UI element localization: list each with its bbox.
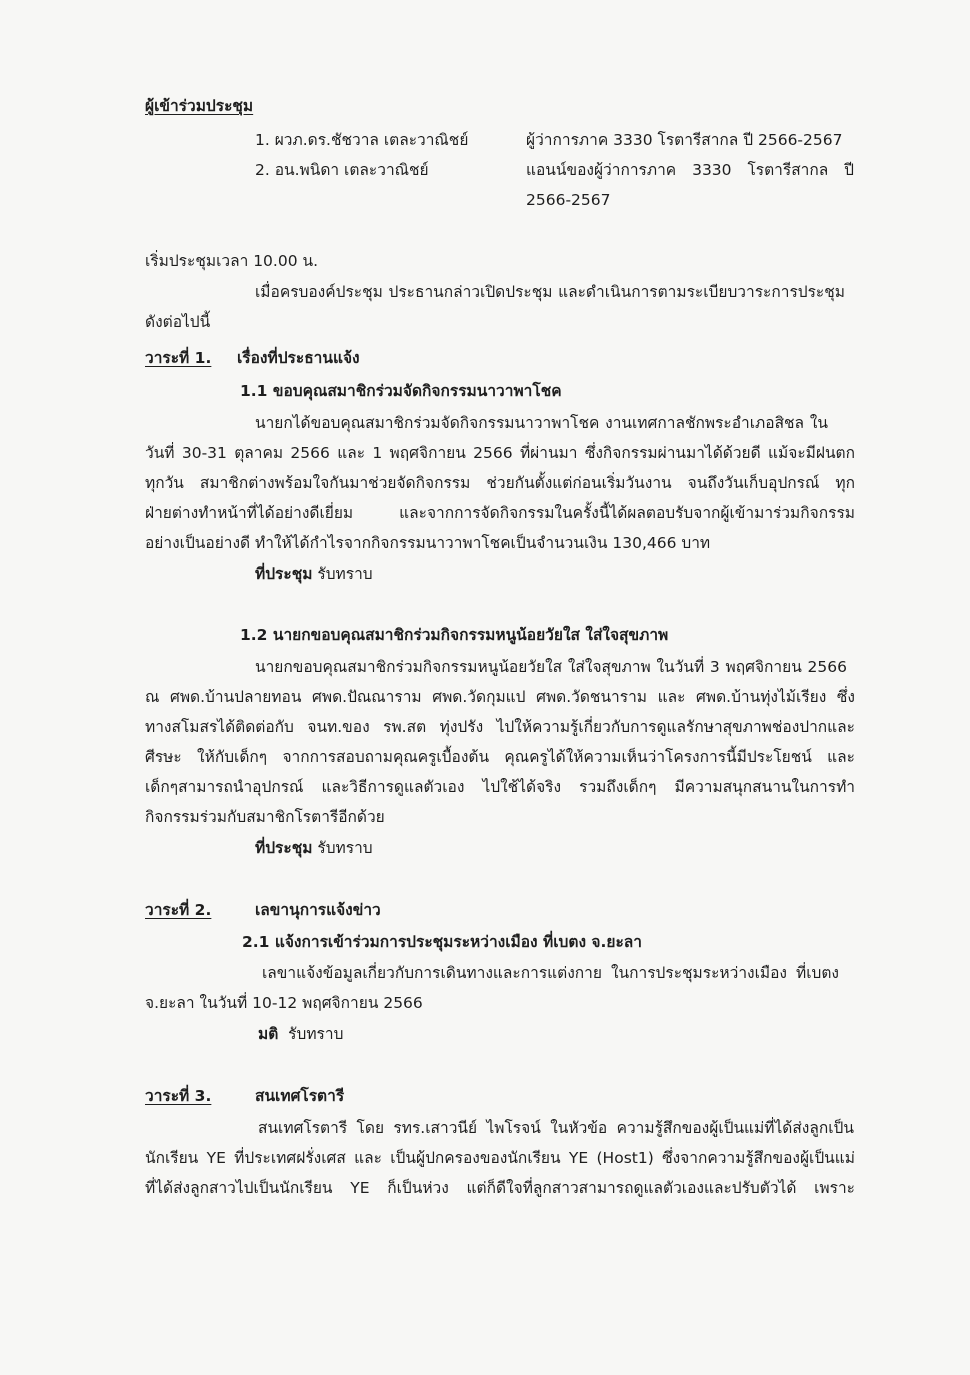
agenda-1-1-heading: 1.1 ขอบคุณสมาชิกร่วมจัดกิจกรรมนาวาพาโชค: [240, 382, 562, 400]
agenda-3-line: นักเรียน YE ที่ประเทศฝรั่งเศส และ เป็นผู้ปกครองของนักเรียน YE (Host1) ซึ่งจากความรู้สึกของผู้เป็นแม่: [145, 1149, 855, 1167]
agenda-1-1-line: วันที่ 30-31 ตุลาคม 2566 และ 1 พฤศจิกายน 2566 ที่ผ่านมา ซึ่งกิจกรรมผ่านมาได้ด้วยดี แม้จะมีฝนตก: [145, 444, 855, 462]
agenda-1-2-resolution: [255, 838, 373, 858]
resolution-text: รับทราบ: [288, 1025, 344, 1043]
agenda-1-1-line: อย่างเป็นอย่างดี ทำให้ได้กำไรจากกิจกรรมนาวาพาโชคเป็นจำนวนเงิน 130,466 บาท: [145, 534, 711, 552]
resolution-text: รับทราบ: [317, 565, 373, 583]
agenda-2-title: เลขานุการแจ้งข่าว: [255, 901, 381, 919]
attendees-heading: ผู้เข้าร่วมประชุม: [145, 97, 254, 115]
agenda-3-label: วาระที่ 3.: [145, 1087, 212, 1105]
agenda-2-label: วาระที่ 2.: [145, 901, 212, 919]
agenda-3-line: ที่ได้ส่งลูกสาวไปเป็นนักเรียน YE ก็เป็นห่วง แต่ก็ดีใจที่ลูกสาวสามารถดูแลตัวเองและปรับตัวได้ เพราะ: [145, 1179, 855, 1197]
resolution-label: มติ: [258, 1025, 279, 1043]
opening-intro-line-2: ดังต่อไปนี้: [145, 313, 211, 331]
attendee-role-1: ผู้ว่าการภาค 3330 โรตารีสากล ปี 2566-2567: [526, 131, 843, 149]
agenda-2-1-line: เลขาแจ้งข้อมูลเกี่ยวกับการเดินทางและการแต่งกาย ในการประชุมระหว่างเมือง ที่เบตง: [262, 964, 839, 982]
agenda-1-2-line: ทางสโมสรได้ติดต่อกับ จนท.ของ รพ.สต ทุ่งปรัง ไปให้ความรู้เกี่ยวกับการดูแลรักษาสุขภาพช่องปากและ: [145, 718, 855, 736]
agenda-1-1-resolution: [255, 564, 373, 584]
attendee-role-2: แอนน์ของผู้ว่าการภาค 3330 โรตารีสากล ปี: [526, 161, 854, 179]
agenda-1-2-line: ศีรษะ ให้กับเด็กๆ จากการสอบถามคุณครูเบื้องต้น คุณครูได้ให้ความเห็นว่าโครงการนี้มีประโยชน์ และ: [145, 748, 855, 766]
agenda-1-1-line: ทุกวัน สมาชิกต่างพร้อมใจกันมาช่วยจัดกิจกรรม ช่วยกันตั้งแต่ก่อนเริ่มวันงาน จนถึงวันเก็บอุปกรณ์ ทุก: [145, 474, 855, 492]
agenda-1-2-line: ณ ศพด.บ้านปลายทอน ศพด.ปัณณาราม ศพด.วัดกุมแป ศพด.วัดชนาราม และ ศพด.บ้านทุ่งไม้เรียง ซึ่ง: [145, 688, 855, 706]
resolution-label: ที่ประชุม: [255, 839, 313, 857]
agenda-1-1-line: นายกได้ขอบคุณสมาชิกร่วมจัดกิจกรรมนาวาพาโชค งานเทศกาลชักพระอำเภอสิชล ใน: [255, 414, 828, 432]
agenda-1-2-heading: 1.2 นายกขอบคุณสมาชิกร่วมกิจกรรมหนูน้อยวัยใส ใส่ใจสุขภาพ: [240, 626, 669, 644]
agenda-2-1-heading: 2.1 แจ้งการเข้าร่วมการประชุมระหว่างเมือง ที่เบตง จ.ยะลา: [242, 933, 642, 951]
agenda-1-title: เรื่องที่ประธานแจ้ง: [237, 349, 360, 367]
attendee-role-2-cont: 2566-2567: [526, 191, 611, 209]
resolution-label: ที่ประชุม: [255, 565, 313, 583]
agenda-2-1-line: จ.ยะลา ในวันที่ 10-12 พฤศจิกายน 2566: [145, 994, 423, 1012]
agenda-1-2-line: กิจกรรมร่วมกับสมาชิกโรตารีอีกด้วย: [145, 808, 385, 826]
opening-intro-line-1: เมื่อครบองค์ประชุม ประธานกล่าวเปิดประชุม และดำเนินการตามระเบียบวาระการประชุม: [255, 283, 845, 301]
agenda-1-label: วาระที่ 1.: [145, 349, 212, 367]
attendee-name-1: 1. ผวภ.ดร.ชัชวาล เตละวาณิชย์: [255, 131, 469, 149]
attendee-name-2: 2. อน.พนิดา เตละวาณิชย์: [255, 161, 429, 179]
agenda-2-1-resolution: [258, 1024, 343, 1044]
agenda-1-1-line: ฝ่ายต่างทำหน้าที่ได้อย่างดีเยี่ยม และจากการจัดกิจกรรมในครั้งนี้ได้ผลตอบรับจากผู้เข้ามาร่วมกิจกรรม: [145, 504, 855, 522]
meeting-start-time: เริ่มประชุมเวลา 10.00 น.: [145, 252, 319, 270]
agenda-1-2-line: เด็กๆสามารถนำอุปกรณ์ และวิธีการดูแลตัวเอง ไปใช้ได้จริง รวมถึงเด็กๆ มีความสนุกสนานในการทำ: [145, 778, 855, 796]
agenda-1-2-line: นายกขอบคุณสมาชิกร่วมกิจกรรมหนูน้อยวัยใส ใส่ใจสุขภาพ ในวันที่ 3 พฤศจิกายน 2566: [255, 658, 847, 676]
agenda-3-title: สนเทศโรตารี: [255, 1087, 345, 1105]
agenda-3-line: สนเทศโรตารี โดย รทร.เสาวนีย์ ไพโรจน์ ในหัวข้อ ความรู้สึกของผู้เป็นแม่ที่ได้ส่งลูกเป็น: [258, 1119, 854, 1137]
resolution-text: รับทราบ: [317, 839, 373, 857]
